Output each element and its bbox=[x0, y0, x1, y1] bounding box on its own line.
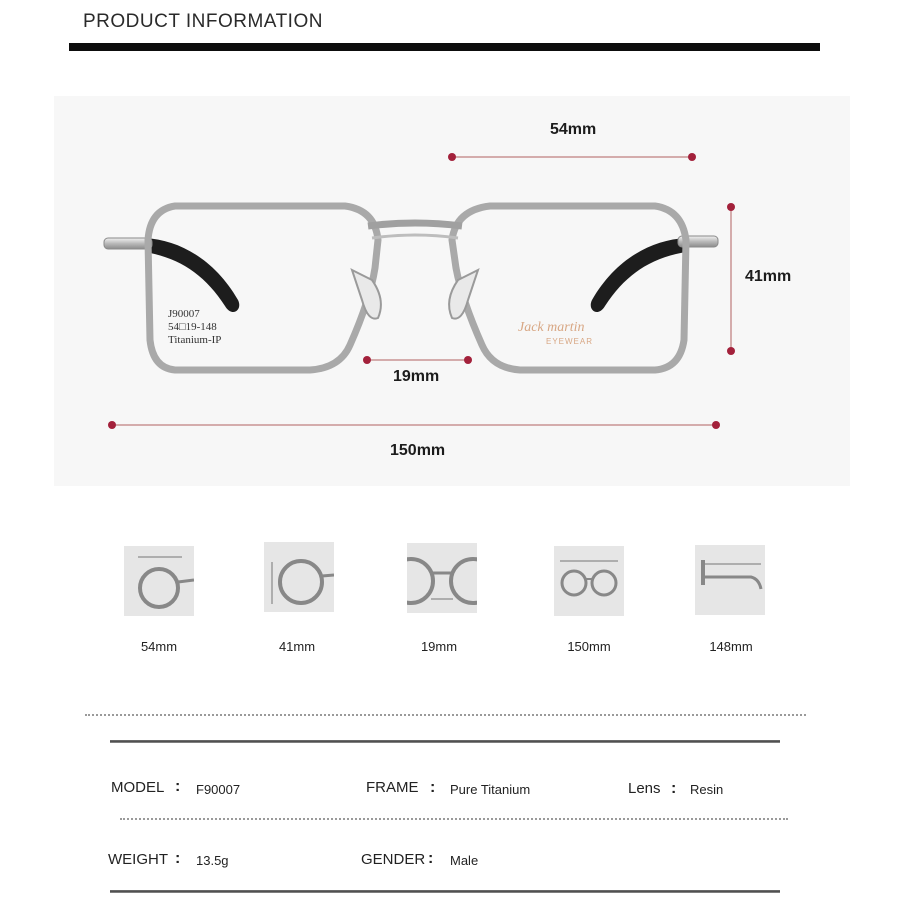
lens-height-icon bbox=[264, 542, 334, 612]
spec-colon-model: : bbox=[175, 778, 181, 795]
temple-model: J90007 bbox=[168, 308, 200, 320]
dotted-divider-specs bbox=[120, 818, 788, 820]
spec-key-frame: FRAME bbox=[366, 779, 419, 796]
temple-length-icon bbox=[695, 545, 765, 615]
spec-key-weight: WEIGHT bbox=[108, 851, 168, 868]
thumb-label-lens-width: 54mm bbox=[140, 639, 178, 654]
spec-colon-lens: : bbox=[671, 780, 677, 797]
thumb-label-temple-length: 148mm bbox=[709, 639, 753, 654]
temple-print bbox=[168, 308, 221, 347]
frame-width-icon bbox=[554, 546, 624, 616]
temple-size: 54□19-148 bbox=[168, 321, 217, 333]
spec-colon-frame: : bbox=[430, 779, 436, 796]
dotted-divider-top bbox=[85, 714, 806, 716]
thumb-label-bridge: 19mm bbox=[420, 639, 458, 654]
spec-value-model: F90007 bbox=[196, 782, 241, 797]
brand-logo-script: Jack martin bbox=[518, 320, 585, 335]
section-title: PRODUCT INFORMATION bbox=[83, 11, 323, 32]
thumb-label-lens-height: 41mm bbox=[278, 639, 316, 654]
thumb-label-frame-width: 150mm bbox=[567, 639, 611, 654]
brand-logo-sub: EYEWEAR bbox=[546, 337, 594, 346]
lens-width-label: 54mm bbox=[550, 121, 597, 138]
total-width-label: 150mm bbox=[390, 442, 446, 459]
spec-key-lens: Lens bbox=[628, 780, 661, 797]
spec-value-weight: 13.5g bbox=[196, 853, 229, 868]
lens-width-icon bbox=[124, 546, 194, 616]
spec-value-lens: Resin bbox=[690, 782, 724, 797]
bridge-width-label: 19mm bbox=[393, 368, 440, 385]
bridge-width-icon bbox=[407, 543, 477, 613]
temple-material: Titanium-IP bbox=[168, 334, 222, 346]
spec-rule-top bbox=[110, 740, 780, 743]
spec-key-gender: GENDER bbox=[361, 851, 426, 868]
spec-colon-gender: : bbox=[428, 850, 434, 867]
spec-rule-bottom bbox=[110, 890, 780, 893]
lens-height-label: 41mm bbox=[745, 268, 792, 285]
spec-key-model: MODEL bbox=[111, 779, 165, 796]
spec-value-frame: Pure Titanium bbox=[450, 782, 531, 797]
spec-value-gender: Male bbox=[450, 853, 479, 868]
spec-colon-weight: : bbox=[175, 850, 181, 867]
